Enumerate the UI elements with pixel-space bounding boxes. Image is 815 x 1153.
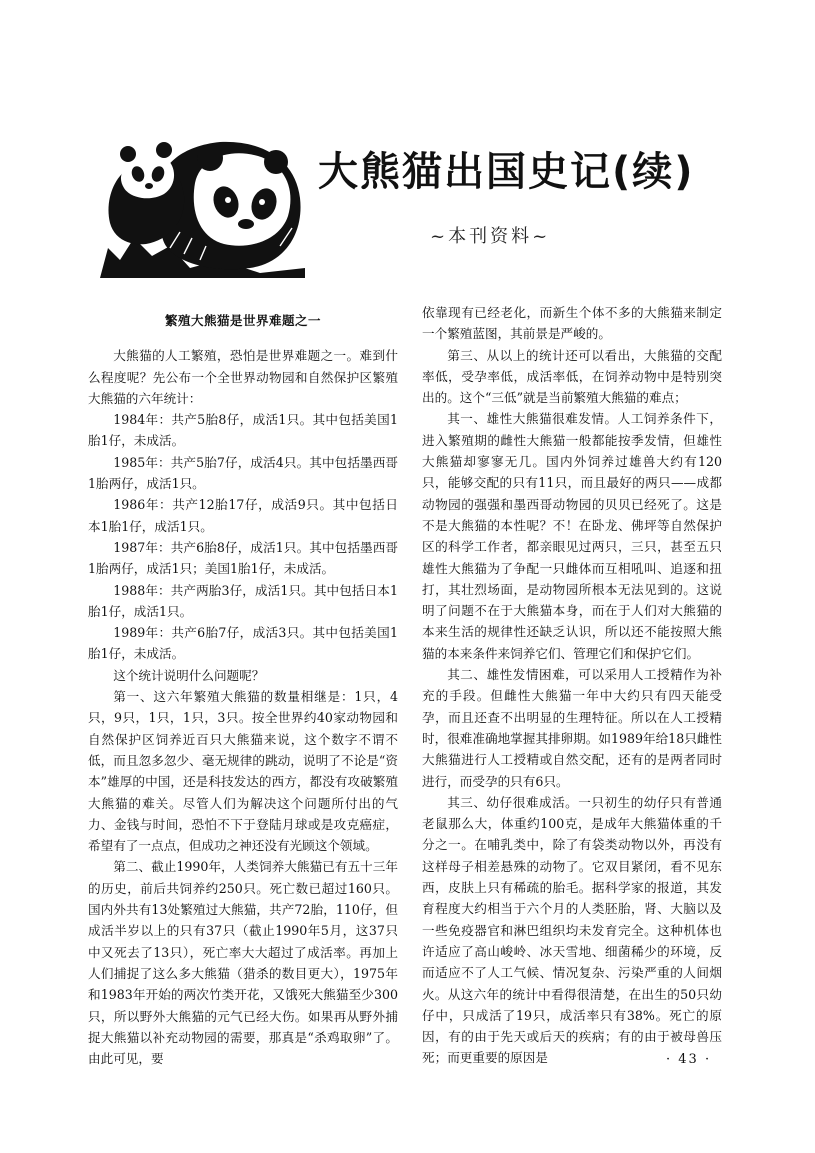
section-heading: 繁殖大熊猫是世界难题之一: [164, 313, 321, 328]
paragraph: 1988年：共产两胎3仔，成活1只。其中包括日本1胎1仔，成活1只。: [88, 582, 398, 619]
paragraph: 第三、从以上的统计还可以看出，大熊猫的交配率低，受孕率低，成活率低，在饲养动物中是特别突出的。这个“三低”就是当前繁殖大熊猫的难点；: [422, 347, 722, 406]
article-title: 大熊猫出国史记(续): [318, 149, 695, 195]
paragraph: 依靠现有已经老化，而新生个体不多的大熊猫来制定一个繁殖蓝图，其前景是严峻的。: [422, 305, 722, 342]
paragraph: 1989年：共产6胎7仔，成活3只。其中包括美国1胎1仔，未成活。: [88, 625, 398, 662]
paragraph: 其三、幼仔很难成活。一只初生的幼仔只有普通老鼠那么大，体重约100克，是成年大熊猫体重的千分之一。在哺乳类中，除了有袋类动物以外，再没有这样母子相差悬殊的动物了。它双目紧闭，看不见东西，皮肤上只有稀疏的胎毛。据科学家的报道，其发育程度大约相当于六个月的人类胚胎，肾、大脑以及一些免疫器官和淋巴组织均未发育完全。这种机体也许适应了高山峻岭、冰天雪地、细菌稀少的环境，反而适应不了人工气候、情况复杂、污染严重的人间烟火。从这六年的统计中看得很清楚，在出生的50只幼仔中，只成活了19只，成活率只有38%。死亡的原因，有的由于先天或后天的疾病；有的由于被母兽压死；而更重要的原因是: [422, 794, 722, 1066]
paragraph: 第一、这六年繁殖大熊猫的数量相继是：1只，4只，9只，1只，1只，3只。按全世界约40家动物园和自然保护区饲养近百只大熊猫来说，这个数字不谓不低，而且忽多忽少、毫无规律的跳动，说明了不论是“资本”雄厚的中国，还是科技发达的西方，都没有攻破繁殖大熊猫的难关。尽管人们为解决这个问题所付出的气力、金钱与时间，恐怕不下于登陆月球或是攻克癌症，希望有了一点点，但成功之神还没有光顾这个领域。: [88, 689, 398, 854]
left-column: [88, 300, 398, 1069]
paragraph: 1987年：共产6胎8仔，成活1只。其中包括墨西哥1胎两仔，成活1只；美国1胎1仔，未成活。: [88, 539, 398, 577]
paragraph: 1984年：共产5胎8仔，成活1只。其中包括美国1胎1仔，未成活。: [88, 412, 398, 449]
paragraph: 第二、截止1990年，人类饲养大熊猫已有五十三年的历史，前后共饲养约250只。死亡数已超过160只。国内外共有13处繁殖过大熊猫，共产72胎，110仔，但成活半岁以上的只有37只（截止1990年5月，这37只中又死去了13只），死亡率大大超过了成活率。再加上人们捕捉了这么多大熊猫（猎杀的数目更大），1975年和1983年开始的两次竹类开花，又饿死大熊猫至少300只，所以野外大熊猫的元气已经大伤。如果再从野外捕捉大熊猫以补充动物园的需要，那真是“杀鸡取卵”了。由此可见，要: [88, 859, 398, 1067]
page-number: · 43 ·: [666, 1052, 712, 1067]
paragraph: 其二、雄性发情困难，可以采用人工授精作为补充的手段。但雌性大熊猫一年中大约只有四天能受孕，而且还查不出明显的生理特征。所以在人工授精时，很难准确地掌握其排卵期。如1989年给18只雌性大熊猫进行人工授精或自然交配，还有的是两者同时进行，而受孕的只有6只。: [422, 667, 722, 789]
paragraph: 这个统计说明什么问题呢？: [113, 667, 265, 683]
paragraph: 大熊猫的人工繁殖，恐怕是世界难题之一。难到什么程度呢？先公布一个全世界动物园和自然保护区繁殖大熊猫的六年统计：: [88, 348, 398, 406]
article-source: ~本刊资料~: [430, 226, 551, 247]
right-column: [422, 302, 722, 1069]
paragraph: 1986年：共产12胎17仔，成活9只。其中包括日本1胎1仔，成活1只。: [88, 497, 398, 534]
paragraph: 其一、雄性大熊猫很难发情。人工饲养条件下，进入繁殖期的雌性大熊猫一般都能按季发情，但雄性大熊猫却寥寥无几。国内外饲养过雄兽大约有120只，能够交配的只有11只，而且最好的两只——成都动物园的强强和墨西哥动物园的贝贝已经死了。这是不是大熊猫的本性呢？不！在卧龙、佛坪等自然保护区的科学工作者，都亲眼见过两只，三只，甚至五只雄性大熊猫为了争配一只雌体而互相吼叫、追逐和扭打，其壮烈场面，是动物园所根本无法见到的。这说明了问题不在于大熊猫本身，而在于人们对大熊猫的本来生活的规律性还缺乏认识，所以还不能按照大熊猫的本来条件来饲养它们、管理它们和保护它们。: [422, 411, 722, 661]
panda-mother-and-cub-icon: [100, 128, 305, 278]
paragraph: 1985年：共产5胎7仔，成活4只。其中包括墨西哥1胎两仔，成活1只。: [88, 454, 398, 492]
